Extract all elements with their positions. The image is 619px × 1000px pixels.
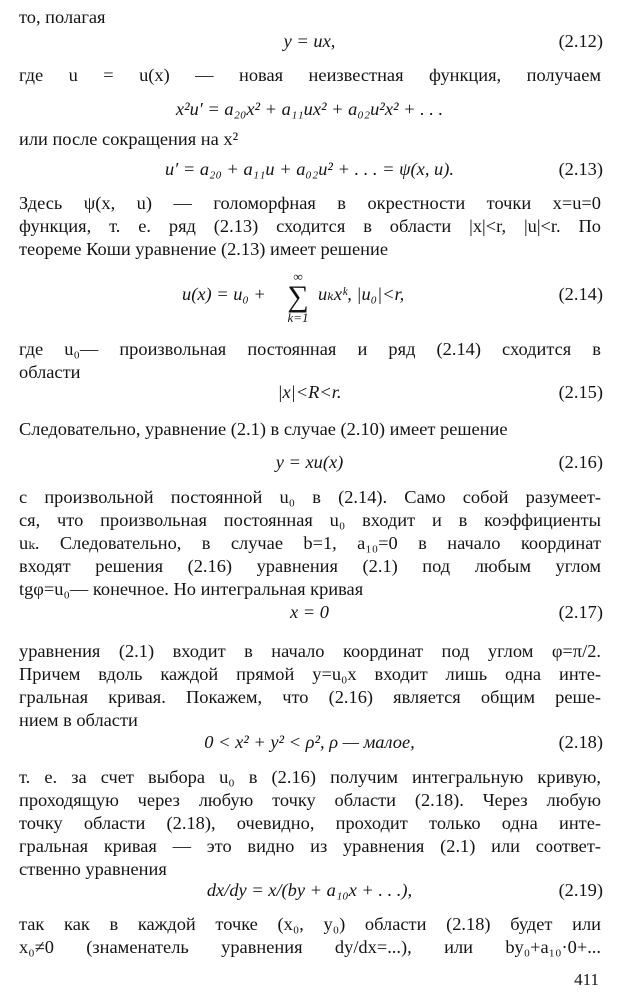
equation-rhs: uₖxᵏ, |u₀|<r, [318,284,405,304]
text-line: области [19,362,81,382]
equation-2-17: x = 0 [290,602,329,622]
text-line: уравнения (2.1) входит в начало координат под углом φ=π/2. [19,641,601,661]
text-line: теореме Коши уравнение (2.13) имеет решение [19,239,388,259]
equation-number: (2.16) [558,452,603,472]
text-line: ственно уравнения [19,859,167,879]
text-line: точку области (2.18), очевидно, проходит только одна инте- [19,813,601,833]
equation-number: (2.12) [558,31,603,51]
equation-2-16: y = xu(x) [275,452,344,472]
text-line: tgφ=u₀— конечное. Но интегральная кривая [19,579,364,599]
equation-number: (2.17) [558,602,603,622]
equation-2-15: |x|<R<r. [277,382,342,402]
text-line: с произвольной постоянной u₀ в (2.14). Само собой разумеет- [19,487,601,507]
text-line: или после сокращения на x² [19,129,239,149]
equation-number: (2.15) [558,382,603,402]
summation-operator [281,270,315,324]
equation-number: (2.19) [558,880,603,900]
equation-number: (2.13) [558,159,603,179]
equation-2-13: u′ = a₂₀ + a₁₁u + a₀₂u² + . . . = ψ(x, u). [165,159,454,179]
text-line: проходящую через любую точку области (2.18). Через любую [19,790,601,810]
text-line: нием в области [19,710,138,730]
text-line: Следовательно, уравнение (2.1) в случае (2.10) имеет решение [19,419,508,439]
text-line: Причем вдоль каждой прямой y=u₀x входит лишь одна инте- [19,664,601,684]
text-line: т. е. за счет выбора u₀ в (2.16) получим интегральную кривую, [19,767,601,787]
page-number: 411 [574,970,599,989]
text-line: функция, т. е. ряд (2.13) сходится в области |x|<r, |u|<r. По [19,216,601,236]
equation-2-18: 0 < x² + y² < ρ², ρ — малое, [204,732,415,752]
text-line: где u = u(x) — новая неизвестная функция, получаем [19,65,601,85]
summation-upper-limit: ∞ [293,269,303,284]
text-line: гральная кривая — это видно из уравнения (2.1) или соответ- [19,836,601,856]
equation-2-12: y = ux, [283,31,336,51]
text-line: где u₀— произвольная постоянная и ряд (2.14) сходится в [19,339,601,359]
text-line: ся, что произвольная постоянная u₀ входит и в коэффициенты [19,510,601,530]
equation-x2: x²u′ = a₂₀x² + a₁₁ux² + a₀₂u²x² + . . . [175,99,444,119]
equation-lhs: u(x) = u₀ + [182,284,266,304]
text-line: Здесь ψ(x, u) — голоморфная в окрестности точки x=u=0 [19,193,601,213]
equation-2-14 [0,268,619,328]
text-line: uₖ. Следовательно, в случае b=1, a₁₀=0 в начало координат [19,533,601,553]
equation-2-19: dx/dy = x/(by + a₁₀x + . . .), [206,880,413,900]
summation-sign: ∑ [287,280,309,313]
text-line: x₀≠0 (знаменатель уравнения dy/dx=...), или by₀+a₁₀·0+... [19,937,601,957]
text-line: то, полагая [19,7,106,27]
equation-number: (2.18) [558,732,603,752]
equation-number: (2.14) [558,284,603,304]
text-line: так как в каждой точке (x₀, y₀) области (2.18) будет или [19,914,601,934]
summation-lower-limit: k=1 [287,310,309,325]
text-line: гральная кривая. Покажем, что (2.16) является общим реше- [19,687,601,707]
text-line: входят решения (2.16) уравнения (2.1) под любым углом [19,556,601,576]
